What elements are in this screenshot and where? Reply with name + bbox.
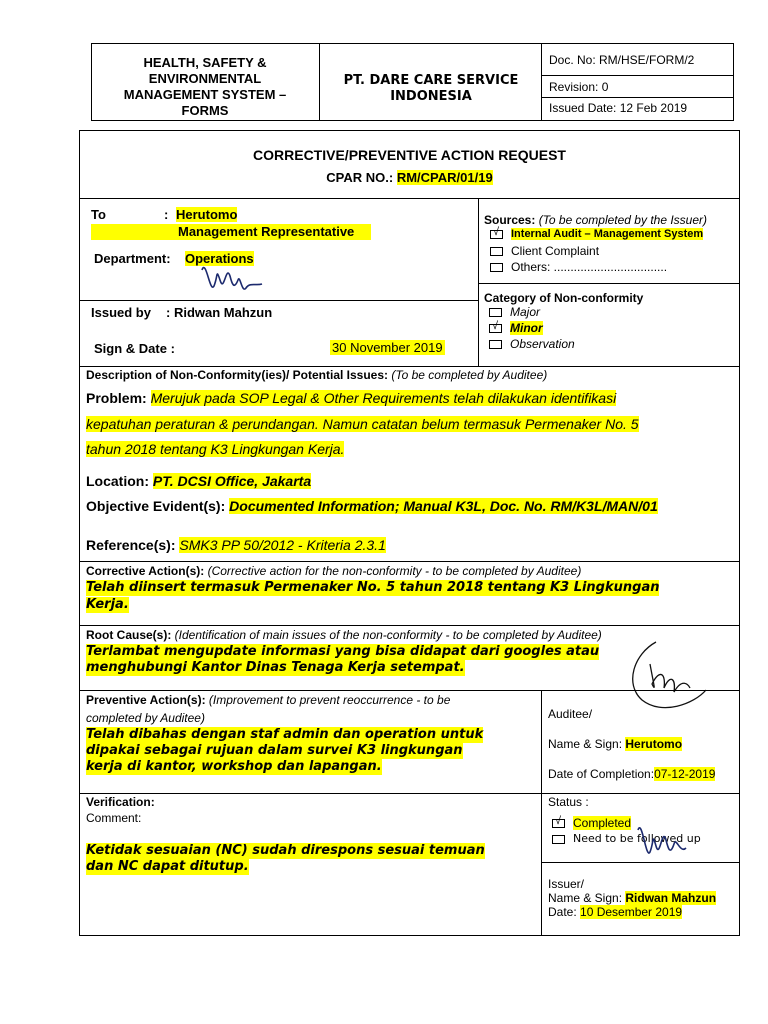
description-heading: Description of Non-Conformity(ies)/ Potential Issues: (To be completed by Auditee) bbox=[86, 368, 548, 382]
verification-line-2: dan NC dapat ditutup. bbox=[86, 859, 249, 874]
problem-line-3: tahun 2018 tentang K3 Lingkungan Kerja. bbox=[86, 441, 345, 457]
preventive-line-2: dipakai sebagai rujuan dalam survei K3 lingkungan bbox=[86, 743, 463, 758]
checkbox-checked-icon[interactable]: √ bbox=[552, 819, 565, 828]
doc-number: Doc. No: RM/HSE/FORM/2 bbox=[549, 53, 695, 67]
system-title: HEALTH, SAFETY & ENVIRONMENTAL MANAGEMENT SYSTEM – FORMS bbox=[123, 55, 287, 118]
auditee-name-sign: Name & Sign: Herutomo bbox=[548, 737, 683, 751]
sign-date-value: 30 November 2019 bbox=[332, 340, 443, 355]
revision: Revision: 0 bbox=[549, 80, 609, 94]
corrective-line-1: Telah diinsert termasuk Permenaker No. 5 tahun 2018 tentang K3 Lingkungan bbox=[86, 580, 660, 595]
sources-heading: Sources: (To be completed by the Issuer) bbox=[484, 213, 708, 227]
checkbox-checked-icon[interactable]: √ bbox=[489, 324, 502, 333]
to-name: Herutomo bbox=[176, 207, 238, 222]
preventive-line-3: kerja di kantor, workshop dan lapangan. bbox=[86, 759, 382, 774]
issuer-date: Date: 10 Desember 2019 bbox=[548, 905, 683, 919]
problem-line-2: kepatuhan peraturan & perundangan. Namun catatan belum termasuk Permenaker No. 5 bbox=[86, 416, 639, 432]
cpar-value: RM/CPAR/01/19 bbox=[396, 170, 493, 185]
issued-by-value: : Ridwan Mahzun bbox=[166, 305, 273, 320]
form-title: CORRECTIVE/PREVENTIVE ACTION REQUEST bbox=[253, 147, 566, 163]
signature-auditee-icon bbox=[616, 634, 716, 720]
corrective-heading: Corrective Action(s): (Corrective action for the non-conformity - to be completed by Auditee) bbox=[86, 564, 582, 578]
issuer-name-sign: Name & Sign: Ridwan Mahzun bbox=[548, 891, 717, 905]
auditee-label: Auditee/ bbox=[548, 707, 593, 721]
signature-issuer-icon bbox=[196, 250, 266, 302]
reference: Reference(s): SMK3 PP 50/2012 - Kriteria 2.3.1 bbox=[86, 537, 386, 553]
status-option-follow-up[interactable]: Need to be followed up bbox=[552, 832, 701, 845]
category-option-minor[interactable]: √ Minor bbox=[489, 321, 543, 335]
comment-label: Comment: bbox=[86, 811, 142, 825]
source-option-internal-audit[interactable]: √ Internal Audit – Management System bbox=[490, 228, 703, 240]
issuer-label: Issuer/ bbox=[548, 877, 585, 891]
sign-date-label: Sign & Date : bbox=[94, 341, 175, 356]
completion-date: Date of Completion:07-12-2019 bbox=[548, 767, 716, 781]
source-option-client-complaint[interactable]: Client Complaint bbox=[490, 244, 599, 258]
objective-evidence: Objective Evident(s): Documented Information; Manual K3L, Doc. No. RM/K3L/MAN/01 bbox=[86, 498, 658, 514]
preventive-heading: Preventive Action(s): (Improvement to prevent reoccurrence - to be bbox=[86, 693, 451, 707]
to-colon: : bbox=[164, 207, 169, 222]
preventive-line-1: Telah dibahas dengan staf admin dan operation untuk bbox=[86, 727, 484, 742]
issued-date: Issued Date: 12 Feb 2019 bbox=[549, 101, 688, 115]
checkbox-icon[interactable] bbox=[489, 340, 502, 349]
verification-heading: Verification: bbox=[86, 795, 155, 809]
signature-verifier-icon bbox=[632, 812, 692, 868]
to-label: To bbox=[91, 207, 106, 222]
department-label: Department: bbox=[94, 251, 171, 266]
issued-by-label: Issued by bbox=[91, 305, 151, 320]
checkbox-icon[interactable] bbox=[490, 263, 503, 272]
company-name: PT. DARE CARE SERVICE INDONESIA bbox=[343, 73, 519, 104]
checkbox-icon[interactable] bbox=[552, 835, 565, 844]
source-option-others[interactable]: Others: .................................. bbox=[490, 260, 667, 274]
verification-line-1: Ketidak sesuaian (NC) sudah direspons sesuai temuan bbox=[86, 843, 485, 858]
category-option-observation[interactable]: Observation bbox=[489, 337, 575, 351]
problem-line-1: Problem: Merujuk pada SOP Legal & Other Requirements telah dilakukan identifikasi bbox=[86, 390, 617, 406]
location: Location: PT. DCSI Office, Jakarta bbox=[86, 473, 312, 489]
checkbox-icon[interactable] bbox=[490, 247, 503, 256]
root-cause-heading: Root Cause(s): (Identification of main issues of the non-conformity - to be completed by Auditee) bbox=[86, 628, 602, 642]
department-value: Operations bbox=[185, 251, 254, 266]
preventive-note: completed by Auditee) bbox=[86, 711, 205, 725]
to-position: Management Representative bbox=[178, 224, 355, 239]
checkbox-checked-icon[interactable]: √ bbox=[490, 230, 503, 239]
cpar-label: CPAR NO.: bbox=[326, 170, 397, 185]
status-option-completed[interactable]: √ Completed bbox=[552, 816, 631, 830]
category-option-major[interactable]: Major bbox=[489, 305, 540, 319]
root-cause-line-1: Terlambat mengupdate informasi yang bisa didapat dari googles atau bbox=[86, 644, 600, 659]
root-cause-line-2: menghubungi Kantor Dinas Tenaga Kerja setempat. bbox=[86, 660, 465, 675]
category-heading: Category of Non-conformity bbox=[484, 291, 644, 305]
status-label: Status : bbox=[548, 795, 589, 809]
corrective-line-2: Kerja. bbox=[86, 597, 129, 612]
checkbox-icon[interactable] bbox=[489, 308, 502, 317]
cpar-number bbox=[79, 170, 740, 185]
